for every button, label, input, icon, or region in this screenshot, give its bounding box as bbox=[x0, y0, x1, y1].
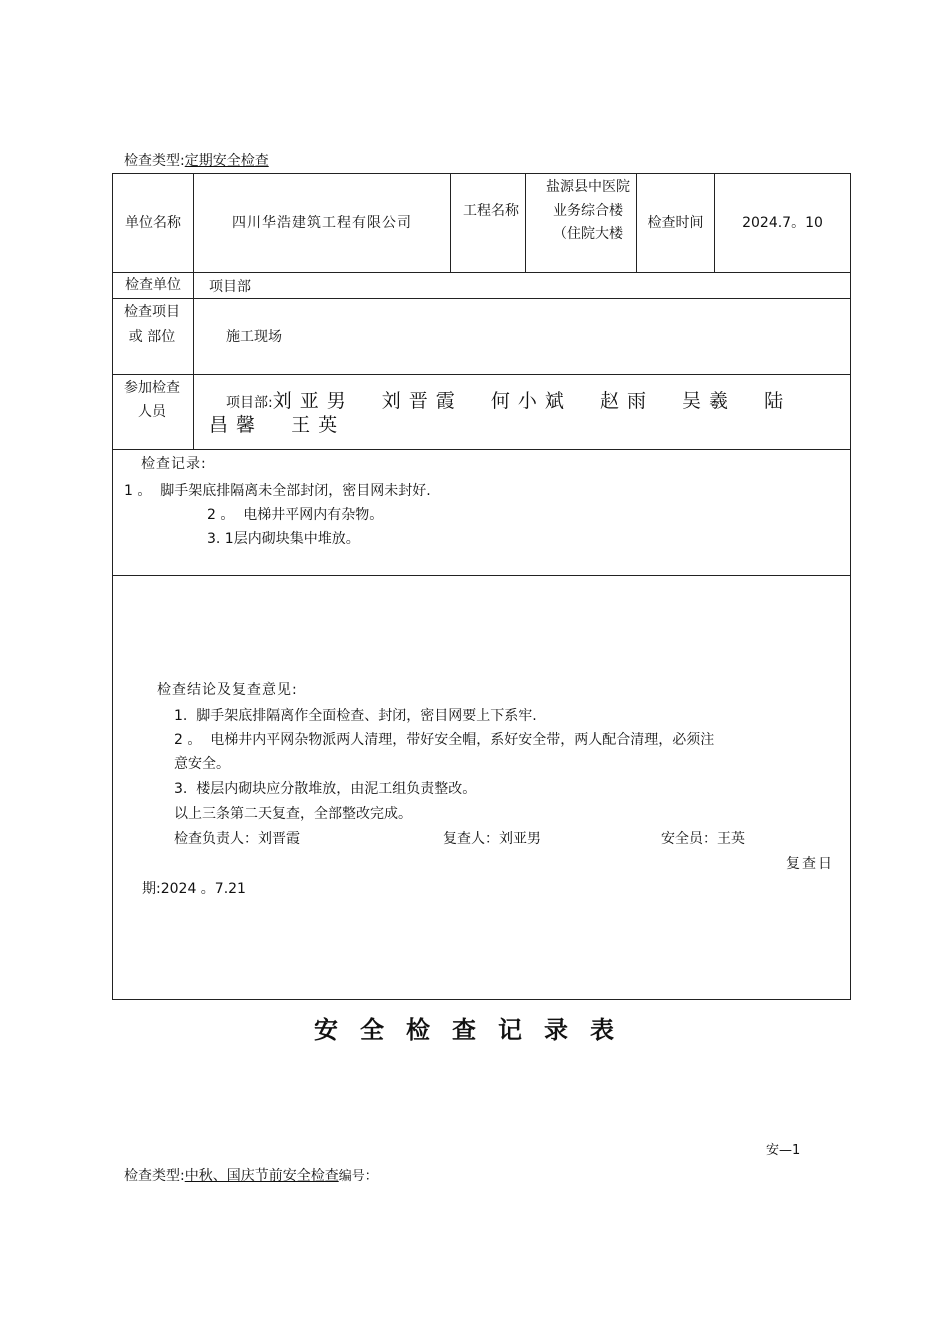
record-item-1: 1 。 脚手架底排隔离未全部封闭，密目网未封好. bbox=[124, 483, 431, 499]
record-item-2: 2 。 电梯井平网内有杂物。 bbox=[207, 507, 384, 523]
inspection-type-label: 检查类型: bbox=[124, 153, 185, 169]
conclusion-heading: 检查结论及复查意见: bbox=[157, 682, 298, 698]
unit-name-label: 单位名称 bbox=[125, 215, 181, 231]
check-unit-label: 检查单位 bbox=[125, 277, 181, 293]
participants-names-1: 刘亚男 刘晋霞 何小斌 赵雨 吴羲 陆 bbox=[272, 390, 792, 412]
document-title: 安全检查记录表 bbox=[314, 1016, 636, 1044]
review-date-part1: 复查日 bbox=[786, 856, 834, 872]
check-time-label: 检查时间 bbox=[647, 215, 704, 231]
review-date-part2: 期:2024 。7.21 bbox=[142, 881, 246, 897]
participants-prefix: 项目部: bbox=[226, 395, 273, 411]
unit-name-value: 四川华浩建筑工程有限公司 bbox=[232, 215, 412, 231]
check-time-value: 2024.7。10 bbox=[742, 215, 823, 231]
conclusion-item-2: 2 。 电梯井内平网杂物派两人清理，带好安全帽，系好安全带，两人配合清理，必须注 bbox=[174, 732, 715, 748]
conclusion-summary: 以上三条第二天复查，全部整改完成。 bbox=[174, 806, 412, 822]
record-item-3: 3. 1层内砌块集中堆放。 bbox=[207, 531, 360, 547]
conclusion-item-2-cont: 意安全。 bbox=[174, 756, 230, 772]
check-item-label: 检查项目或 部位 bbox=[124, 304, 180, 345]
project-name-label: 工程名称 bbox=[463, 203, 519, 219]
reviewer: 复查人：刘亚男 bbox=[443, 831, 541, 847]
record-heading: 检查记录: bbox=[141, 456, 207, 472]
conclusion-item-3: 3. 楼层内砌块应分散堆放，由泥工组负责整改。 bbox=[174, 781, 477, 797]
conclusion-item-1: 1. 脚手架底排隔离作全面检查、封闭，密目网要上下系牢. bbox=[174, 708, 537, 724]
inspection-type-value: 定期安全检查 bbox=[184, 153, 269, 169]
inspection-type bbox=[124, 150, 269, 170]
number-label: 编号： bbox=[338, 1169, 378, 1184]
project-name-value: 盐源县中医院业务综合楼（住院大楼 bbox=[546, 179, 630, 242]
participants-label: 参加检查人员 bbox=[124, 380, 180, 420]
next-inspection-type bbox=[124, 1165, 378, 1185]
check-unit-value: 项目部 bbox=[209, 279, 251, 295]
responsible-person: 检查负责人：刘晋霞 bbox=[174, 831, 300, 847]
check-item-value: 施工现场 bbox=[226, 329, 282, 345]
participants-names-2: 昌馨 王英 bbox=[209, 414, 346, 436]
next-inspection-type-label: 检查类型: bbox=[124, 1168, 185, 1184]
safety-officer: 安全员：王英 bbox=[661, 831, 745, 847]
page-code: 安—1 bbox=[766, 1143, 801, 1158]
next-inspection-type-value: 中秋、国庆节前安全检查 bbox=[184, 1168, 339, 1184]
